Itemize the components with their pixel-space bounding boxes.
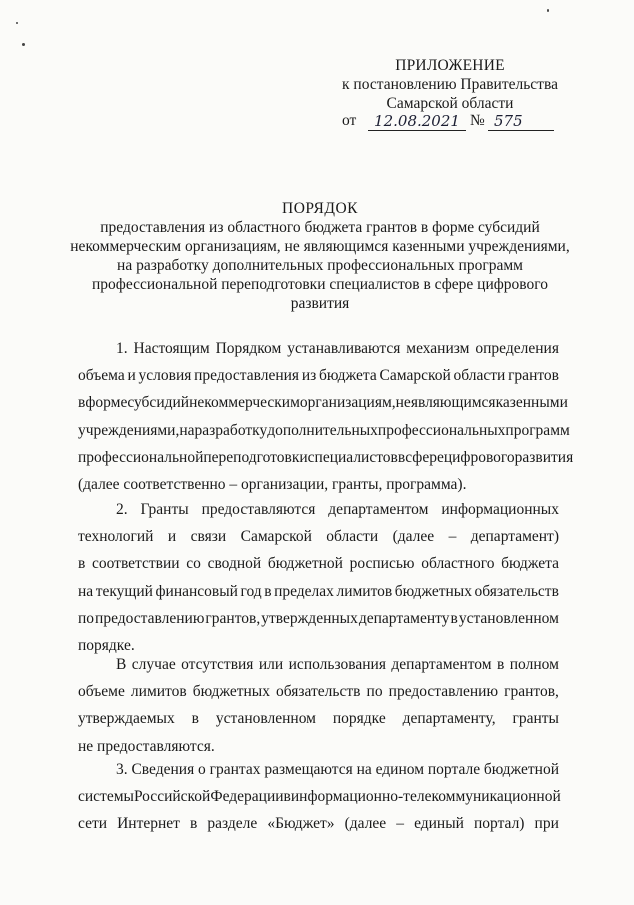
word: отсутствия <box>181 656 254 673</box>
word: профессиональной <box>78 448 204 466</box>
word: объеме <box>78 683 125 701</box>
word: разработку <box>194 421 268 439</box>
word: в <box>450 609 458 627</box>
word: технологий <box>78 528 154 546</box>
subtitle-line: профессиональной переподготовки специалистов в сфере цифрового <box>92 276 548 293</box>
word: бюджетной <box>267 555 343 573</box>
word: грантов <box>508 367 559 385</box>
word: размещаются <box>264 761 353 778</box>
word: Российской <box>133 788 211 806</box>
word: департаментом <box>391 656 492 673</box>
word: порядке <box>332 710 386 728</box>
text-line <box>78 444 574 471</box>
word: программ <box>505 421 570 439</box>
word: области <box>453 367 506 385</box>
scan-speck <box>22 43 25 46</box>
appendix-block <box>330 56 570 133</box>
word: – <box>448 528 457 546</box>
scan-speck <box>547 9 549 12</box>
word: бюджетной <box>483 761 559 778</box>
word: являющимся <box>410 394 496 412</box>
text-line: не предоставляются. <box>78 737 215 755</box>
document-title: ПОРЯДОК <box>282 200 358 217</box>
subtitle-line: предоставления из областного бюджета грантов в форме субсидий <box>100 219 540 236</box>
word: сводной <box>207 555 262 573</box>
word: или <box>258 656 284 673</box>
text-line <box>78 523 559 550</box>
word: Гранты <box>140 501 189 518</box>
word: форме <box>85 394 128 412</box>
word: механизм <box>406 340 470 357</box>
text-line <box>78 678 559 705</box>
word: Порядком <box>215 340 282 357</box>
word: единый <box>414 815 464 833</box>
word: бюджетных <box>394 582 472 600</box>
word: и <box>167 528 177 546</box>
word: в <box>78 555 86 573</box>
text-line: (далее соответственно – организации, гранты, программа). <box>78 475 467 493</box>
word: использования <box>288 656 386 673</box>
word: определения <box>475 340 559 357</box>
word: случае <box>131 656 176 673</box>
word: информационных <box>441 501 559 518</box>
word: 3. <box>116 761 128 778</box>
word: субсидий <box>127 394 190 412</box>
word: казенными <box>495 394 568 412</box>
word: грантов, <box>504 683 559 701</box>
word: полном <box>509 656 559 673</box>
paragraph-2 <box>78 496 559 659</box>
word: год <box>240 582 262 600</box>
text-line <box>78 756 559 783</box>
word: В <box>116 656 127 673</box>
word: Сведения <box>131 761 195 778</box>
word: лимитов <box>336 582 393 600</box>
paragraph-1 <box>78 335 574 498</box>
text-line <box>78 810 559 837</box>
paragraph-3 <box>78 651 559 760</box>
word: на <box>78 582 94 600</box>
appendix-line: к постановлению Правительства <box>342 76 558 93</box>
word: учреждениями, <box>78 421 180 439</box>
text-line <box>78 550 559 577</box>
document-heading <box>60 199 580 313</box>
word: системы <box>78 788 134 806</box>
text-line <box>78 578 559 605</box>
word: установленном <box>458 609 559 627</box>
text-line: порядке. <box>78 636 135 654</box>
word: в <box>191 710 199 728</box>
word: переподготовки <box>203 448 308 466</box>
word: финансовый <box>155 582 238 600</box>
word: департаменту <box>358 609 450 627</box>
word: информационно-телекоммуникационной <box>290 788 561 806</box>
word: некоммерческим <box>189 394 300 412</box>
word: в <box>497 656 505 673</box>
text-line <box>78 651 559 678</box>
word: грантов, <box>205 609 261 627</box>
subtitle-line: развития <box>290 295 350 312</box>
decree-date-number <box>330 113 570 133</box>
word: не <box>395 394 411 412</box>
word: (далее <box>344 815 387 833</box>
word: устанавливаются <box>287 340 401 357</box>
word: едином <box>375 761 425 778</box>
word: Федерации <box>210 788 284 806</box>
word: в <box>397 448 406 466</box>
word: обязательств <box>474 582 559 600</box>
word: по <box>78 609 95 627</box>
word: сети <box>78 815 108 833</box>
word: бюджета <box>501 555 559 573</box>
word: – <box>396 815 404 833</box>
word: на <box>356 761 372 778</box>
text-line <box>78 705 559 732</box>
from-label: от <box>342 112 357 129</box>
word: связи <box>190 528 227 546</box>
paragraph-4 <box>78 756 559 838</box>
word: организациям, <box>299 394 396 412</box>
word: соответствии <box>92 555 180 573</box>
text-line <box>78 335 559 362</box>
subtitle-line: некоммерческим организациям, не являющимся казенными учреждениями, <box>70 238 570 255</box>
word: дополнительных <box>267 421 378 439</box>
text-line <box>78 417 570 444</box>
word: грантах <box>209 761 261 778</box>
text-line <box>78 605 559 632</box>
word: области <box>326 528 379 546</box>
word: Настоящим <box>133 340 210 357</box>
appendix-line: Самарской области <box>386 95 514 112</box>
word: условия <box>138 367 192 385</box>
word: «Бюджет» <box>267 815 335 833</box>
word: лимитов <box>130 683 187 701</box>
word: портал) <box>474 815 525 833</box>
word: росписью <box>349 555 415 573</box>
word: Самарской <box>379 367 451 385</box>
word: специалистов <box>307 448 398 466</box>
word: (далее <box>392 528 435 546</box>
word: установленном <box>215 710 316 728</box>
word: департаменту, <box>402 710 496 728</box>
word: бюджета <box>318 367 377 385</box>
decree-date: 12.08.2021 <box>368 113 466 131</box>
word: профессиональных <box>377 421 506 439</box>
word: в <box>264 582 272 600</box>
word: в <box>78 394 86 412</box>
word: 2. <box>116 501 128 518</box>
word: развития <box>514 448 574 466</box>
decree-number: 575 <box>488 113 554 131</box>
word: предоставления <box>194 367 300 385</box>
word: 1. <box>116 340 128 357</box>
word: со <box>186 555 201 573</box>
scan-speck <box>16 22 18 24</box>
word: областного <box>421 555 495 573</box>
text-line <box>78 496 559 523</box>
word: департаментом <box>328 501 429 518</box>
text-line <box>78 783 559 810</box>
word: на <box>179 421 195 439</box>
word: бюджетных <box>192 683 270 701</box>
appendix-title: ПРИЛОЖЕНИЕ <box>395 57 505 74</box>
word: предоставлению <box>95 609 205 627</box>
word: предоставлению <box>388 683 499 701</box>
word: объема <box>78 367 125 385</box>
word: из <box>301 367 317 385</box>
word: в <box>283 788 291 806</box>
word: о <box>198 761 206 778</box>
word: департамент) <box>470 528 559 546</box>
word: и <box>127 367 136 385</box>
word: текущий <box>95 582 153 600</box>
document-subtitle <box>60 218 580 313</box>
word: цифрового <box>443 448 515 466</box>
word: пределах <box>274 582 334 600</box>
word: обязательств <box>276 683 361 701</box>
text-line <box>78 362 559 389</box>
word: Интернет <box>117 815 180 833</box>
word: гранты <box>512 710 559 728</box>
word: предоставляются <box>201 501 316 518</box>
word: в <box>190 815 198 833</box>
text-line <box>78 389 568 416</box>
word: Самарской <box>240 528 312 546</box>
word: по <box>366 683 383 701</box>
word: утверждаемых <box>78 710 175 728</box>
word: сфере <box>405 448 444 466</box>
word: утвержденных <box>261 609 358 627</box>
word: при <box>534 815 559 833</box>
subtitle-line: на разработку дополнительных профессиональных программ <box>117 257 523 274</box>
word: портале <box>427 761 481 778</box>
number-label: № <box>470 112 485 129</box>
word: разделе <box>207 815 258 833</box>
